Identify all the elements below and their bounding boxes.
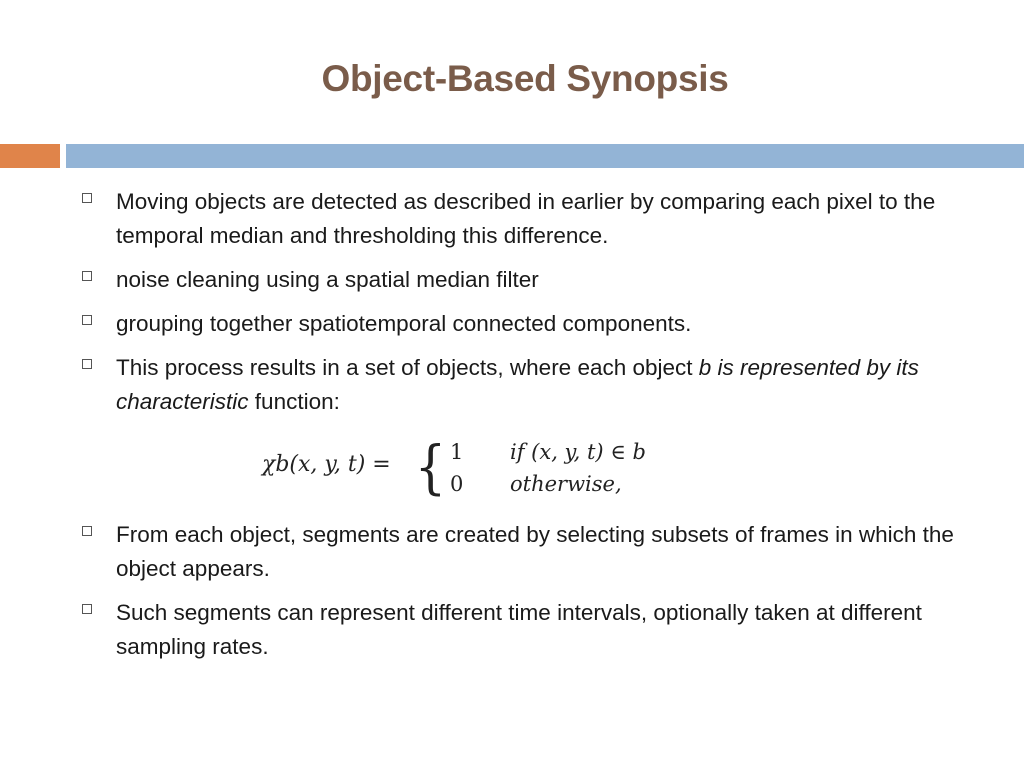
square-bullet-icon <box>82 193 92 203</box>
list-item <box>82 351 982 419</box>
list-item <box>82 596 982 664</box>
bullet-text: Moving objects are detected as described in earlier by comparing each pixel to the temporal median and thresholding this difference. <box>116 189 936 248</box>
bullet-text-normal: function: <box>248 389 340 414</box>
formula-case2-condition: otherwise, <box>510 472 622 496</box>
list-item <box>82 263 982 297</box>
list-item <box>82 185 982 253</box>
bullet-text <box>116 351 976 419</box>
bullet-text-italic: b is represented by its characteristic <box>116 355 919 414</box>
formula-case2-value: 0 <box>450 472 464 496</box>
bullet-text: grouping together spatiotemporal connected components. <box>116 311 692 336</box>
bullet-text: Such segments can represent different time intervals, optionally taken at different sampling rates. <box>116 600 922 659</box>
formula-brace: { <box>414 433 447 501</box>
square-bullet-icon <box>82 604 92 614</box>
list-item <box>82 518 982 586</box>
bullet-text-normal: This process results in a set of objects, where each object <box>116 355 699 380</box>
square-bullet-icon <box>82 315 92 325</box>
bullet-text: From each object, segments are created by selecting subsets of frames in which the object appears. <box>116 522 954 581</box>
formula-case1-condition: if (x, y, t) ∈ b <box>510 440 646 464</box>
square-bullet-icon <box>82 526 92 536</box>
list-item <box>82 307 982 341</box>
square-bullet-icon <box>82 359 92 369</box>
bullet-text: noise cleaning using a spatial median filter <box>116 267 539 292</box>
formula-lhs: χb(x, y, t) = <box>262 452 391 477</box>
square-bullet-icon <box>82 271 92 281</box>
characteristic-function-formula <box>262 432 692 506</box>
slide-title: Object-Based Synopsis <box>321 58 729 99</box>
formula-case1-value: 1 <box>450 440 464 464</box>
